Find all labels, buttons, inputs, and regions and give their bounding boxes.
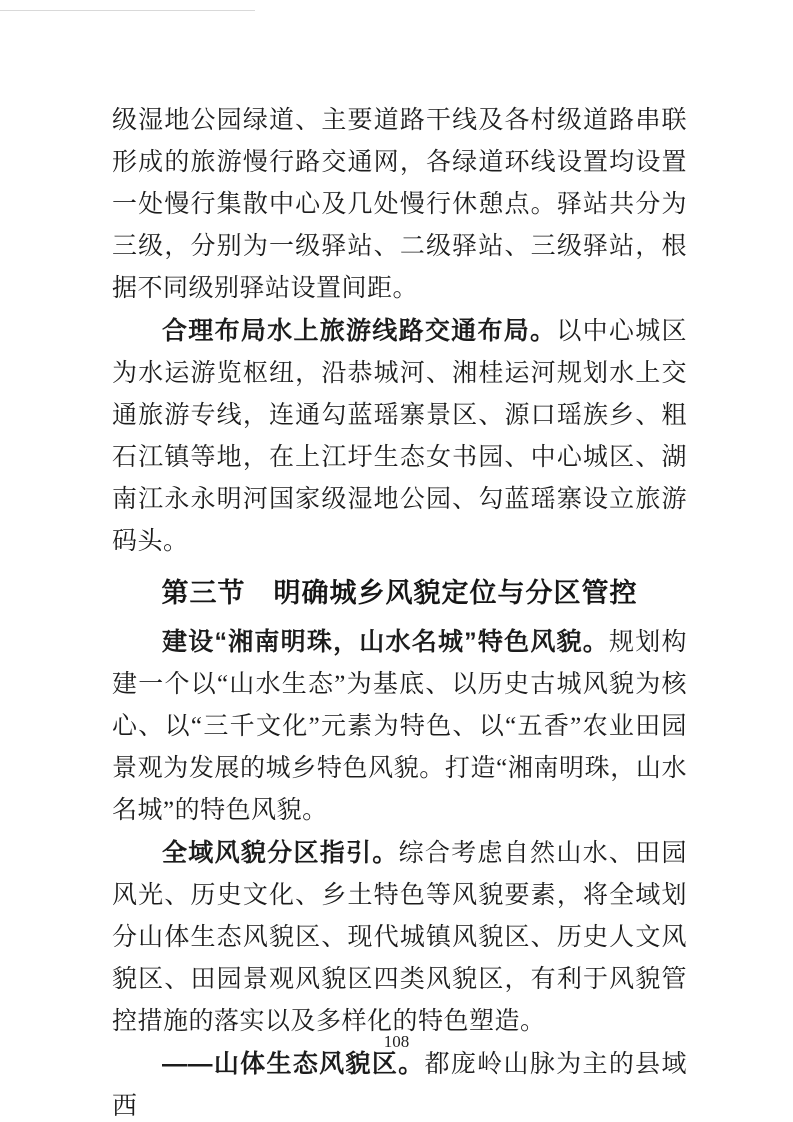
- scan-artifact-line: [0, 10, 255, 11]
- paragraph-text: 综合考虑自然山水、田园风光、历史文化、乡土特色等风貌要素，将全域划分山体生态风貌区、现代城镇风貌区、历史人文风貌区、田园景观风貌区四类风貌区，有利于风貌管控措施的落实以及多样化的特色塑造。: [112, 840, 687, 1035]
- paragraph-text: 规划构建一个以“山水生态”为基底、以历史古城风貌为核心、以“三千文化”元素为特色、以“五香”农业田园景观为发展的城乡特色风貌。打造“湘南明珠，山水名城”的特色风貌。: [112, 629, 687, 824]
- page-content: [112, 100, 687, 1122]
- paragraph-lead-bold: 建设“湘南明珠，山水名城”特色风貌。: [162, 628, 610, 656]
- paragraph-text: 以中心城区为水运游览枢纽，沿恭城河、湘桂运河规划水上交通旅游专线，连通勾蓝瑶寨景区、源口瑶族乡、粗石江镇等地，在上江圩生态女书园、中心城区、湖南江永永明河国家级湿地公园、勾蓝瑶寨设立旅游码头。: [112, 318, 687, 555]
- paragraph-water-tourism: [112, 310, 687, 563]
- paragraph-text: 级湿地公园绿道、主要道路干线及各村级道路串联形成的旅游慢行路交通网，各绿道环线设置均设置一处慢行集散中心及几处慢行休憩点。驿站共分为三级，分别为一级驿站、二级驿站、三级驿站，根据不同级别驿站设置间距。: [112, 107, 687, 302]
- paragraph-lead-bold: 山体生态风貌区。: [213, 1050, 425, 1078]
- paragraph-lead-bold: 全域风貌分区指引。: [162, 839, 399, 867]
- paragraph-text: 都庞岭山脉为主的县域西: [112, 1051, 687, 1120]
- paragraph-greenway-network: [112, 100, 687, 310]
- page-number: 108: [383, 1032, 410, 1051]
- paragraph-characteristic-style: [112, 621, 687, 832]
- paragraph-lead-bold: 合理布局水上旅游线路交通布局。: [162, 317, 557, 345]
- paragraph-mountain-ecology-zone: [112, 1043, 687, 1122]
- paragraph-style-zoning-guide: [112, 832, 687, 1043]
- section-heading: 第三节 明确城乡风貌定位与分区管控: [161, 578, 638, 608]
- em-dash: ——: [162, 1050, 213, 1078]
